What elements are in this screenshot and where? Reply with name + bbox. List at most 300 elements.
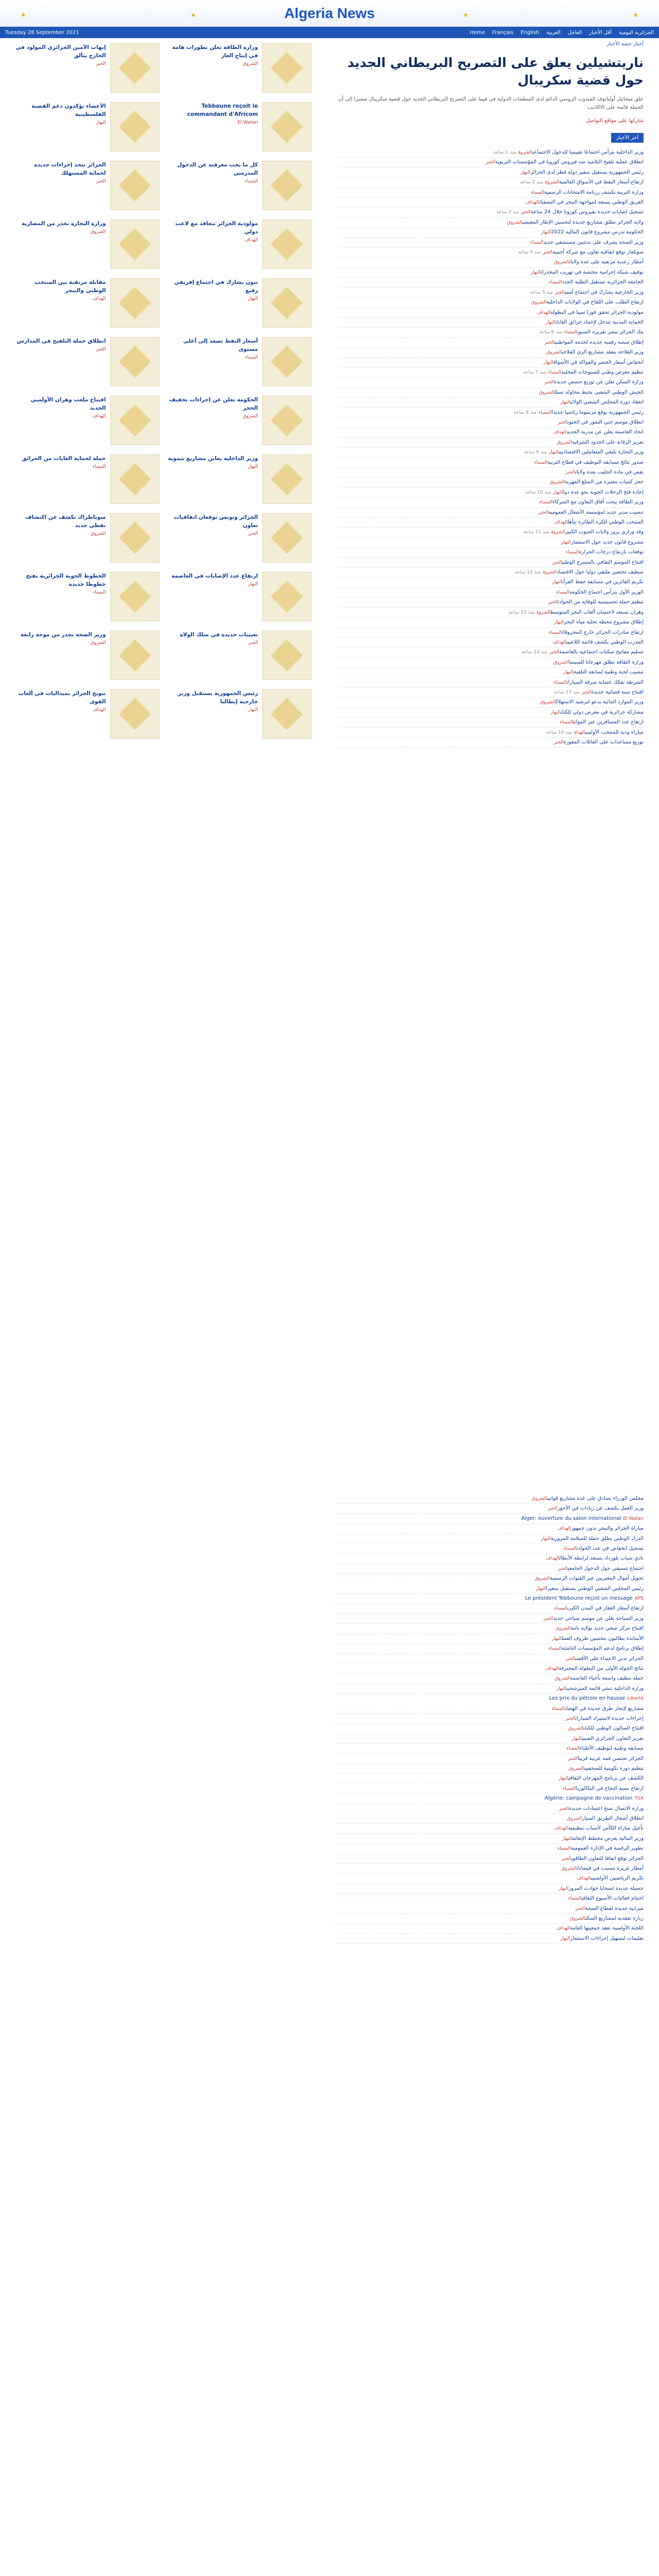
headline-link[interactable]: وزير السياحة يعلن عن موسم سياحي جديد: [553, 1615, 644, 1621]
headline-link[interactable]: Les prix du pétrole en hausse: [549, 1696, 626, 1702]
source-label[interactable]: النهار: [550, 709, 561, 715]
source-label[interactable]: النهار: [536, 1586, 546, 1591]
headline-item[interactable]: [335, 1614, 644, 1624]
source-label[interactable]: النهار: [530, 269, 541, 275]
headline-item[interactable]: [335, 1914, 644, 1924]
headline-item[interactable]: [337, 208, 644, 217]
source-label[interactable]: الخبر: [544, 340, 554, 345]
headline-item[interactable]: [337, 588, 644, 598]
source-label[interactable]: المساء: [566, 1746, 580, 1752]
headline-item[interactable]: [337, 738, 644, 748]
headline-link[interactable]: وزير التجارة يلتقي المتعاملين الاقتصاديين: [559, 449, 644, 455]
news-thumbnail[interactable]: [110, 631, 160, 680]
headline-item[interactable]: [335, 1544, 644, 1554]
headline-link[interactable]: إطلاق منصة رقمية جديدة لخدمة المواطنين: [554, 339, 644, 345]
nav-item[interactable]: الجزائرية اليومية: [619, 29, 654, 36]
news-card[interactable]: [168, 335, 312, 389]
headline-link[interactable]: نقص في مادة الحليب بعدة ولايات: [575, 469, 644, 475]
news-card-title[interactable]: انطلاق حملة التلقيح في المدارس: [16, 338, 106, 344]
news-thumbnail[interactable]: [262, 219, 311, 269]
source-label[interactable]: الشروق: [561, 1866, 577, 1872]
headline-item[interactable]: [337, 368, 644, 378]
news-card[interactable]: [15, 570, 160, 624]
source-label[interactable]: النهار: [96, 120, 106, 125]
headline-link[interactable]: ارتفاع أسعار النفط في الأسواق العالمية: [559, 179, 644, 185]
source-label[interactable]: المساء: [563, 1546, 577, 1552]
headline-item[interactable]: [337, 468, 644, 478]
source-label[interactable]: الهداف: [577, 1876, 591, 1882]
source-label[interactable]: النهار: [520, 170, 531, 175]
source-label[interactable]: الشروق: [531, 300, 547, 306]
headline-link[interactable]: انطلاق موسم جني التمور في الجنوب: [567, 419, 644, 425]
headline-item[interactable]: [337, 288, 644, 298]
source-label[interactable]: الشروق: [545, 180, 559, 185]
headline-item[interactable]: [337, 638, 644, 648]
headline-link[interactable]: رئيس الجمهورية يستقبل سفير دولة قطر لدى الجزائر: [530, 169, 644, 175]
headline-link[interactable]: تنظيم معرض وطني للمنتوجات المحلية: [561, 369, 644, 375]
headline-item[interactable]: [337, 528, 644, 537]
source-label[interactable]: الشروق: [568, 1766, 584, 1771]
source-label[interactable]: الشروق: [553, 659, 569, 665]
news-card-title[interactable]: تعيينات جديدة في سلك الولاة: [180, 632, 258, 638]
news-card[interactable]: [15, 217, 160, 272]
headline-item[interactable]: [337, 428, 644, 437]
source-label[interactable]: الشروق: [539, 389, 554, 395]
news-thumbnail[interactable]: [110, 102, 160, 151]
headline-link[interactable]: الفريق الوطني يستعد لمواجهة النيجر في التصفيات: [539, 199, 644, 206]
news-card[interactable]: [15, 100, 160, 155]
headline-link[interactable]: إعادة فتح الرحلات الجوية نحو عدة دول: [563, 489, 644, 495]
source-label[interactable]: El Watan: [623, 1516, 644, 1521]
news-card-title[interactable]: مولودية الجزائر تتعاقد مع لاعب دولي: [175, 221, 258, 235]
headline-item[interactable]: [337, 598, 644, 607]
news-card-title[interactable]: وزير الداخلية يعاين مشاريع تنموية: [167, 455, 258, 462]
headline-item[interactable]: [337, 258, 644, 267]
news-thumbnail[interactable]: [262, 572, 311, 621]
source-label[interactable]: النهار: [551, 1636, 562, 1641]
headline-link[interactable]: انطلاق عملية تلقيح التلاميذ ضد فيروس كورونا في المؤسسات التربوية: [495, 159, 644, 165]
headline-link[interactable]: الجيش الوطني الشعبي يحبط محاولة تسلل: [554, 389, 644, 395]
source-label[interactable]: النهار: [248, 707, 258, 713]
news-thumbnail[interactable]: [110, 396, 160, 445]
source-label[interactable]: الشروق: [549, 480, 565, 485]
headline-link[interactable]: تنصيب مدير جديد لمؤسسة الأشغال العمومية: [548, 509, 644, 515]
source-label[interactable]: المساء: [568, 1896, 582, 1902]
headline-item[interactable]: [335, 1904, 644, 1914]
headline-item[interactable]: [335, 1924, 644, 1934]
headline-link[interactable]: وزارة السكن تعلن عن توزيع حصص جديدة: [553, 379, 644, 385]
headline-item[interactable]: [337, 148, 644, 158]
headline-item[interactable]: [337, 668, 644, 677]
source-label[interactable]: النهار: [248, 582, 258, 587]
headline-item[interactable]: [335, 1804, 644, 1814]
headline-link[interactable]: افتتاح الموسم الثقافي بالمسرح الوطني: [562, 559, 644, 565]
news-thumbnail[interactable]: [110, 161, 160, 210]
news-card-title[interactable]: الجزائر وتونس توقعان اتفاقيات تعاون: [174, 514, 258, 529]
headline-link[interactable]: سطيف تحتضن ملتقى دوليا حول الاقتصاد: [557, 569, 644, 575]
headline-item[interactable]: [337, 328, 644, 337]
headline-item[interactable]: [335, 1734, 644, 1744]
news-card[interactable]: [168, 570, 312, 624]
source-label[interactable]: الهداف: [557, 1926, 570, 1931]
headline-link[interactable]: اجتماع تنسيقي حول الدخول الجامعي: [567, 1565, 644, 1571]
headline-link[interactable]: وزارة الاتصال تمنح اعتمادات جديدة: [568, 1805, 644, 1811]
source-label[interactable]: المساء: [531, 190, 544, 195]
headline-link[interactable]: Algérie: campagne de vaccination: [544, 1795, 633, 1802]
headline-link[interactable]: نتائج الجولة الأولى من البطولة المحترفة: [559, 1665, 644, 1671]
headline-link[interactable]: الحكومة تدرس مشروع قانون المالية 2022: [551, 229, 644, 235]
source-label[interactable]: الخبر: [521, 210, 531, 215]
source-label[interactable]: الهداف: [557, 1526, 571, 1532]
headline-link[interactable]: تنظيم دورة تكوينية للصحفيين: [584, 1765, 644, 1771]
headline-link[interactable]: رئيس الجمهورية يوقع مرسوما رئاسيا جديدا: [551, 409, 644, 415]
source-label[interactable]: النهار: [552, 580, 562, 585]
headline-link[interactable]: مشاركة جزائرية في معرض دولي للكتاب: [560, 709, 644, 715]
headline-item[interactable]: [337, 508, 644, 518]
headline-link[interactable]: تسليم مفاتيح سكنات اجتماعية بالعاصمة: [559, 649, 644, 655]
headline-link[interactable]: الدرك الوطني يطلق حملة للسلامة المرورية: [550, 1535, 644, 1541]
headline-item[interactable]: [335, 1564, 644, 1574]
source-label[interactable]: الخبر: [552, 560, 562, 565]
nav-item[interactable]: Home: [470, 29, 485, 36]
headline-link[interactable]: افتتاح الصالون الوطني للكتاب: [583, 1725, 644, 1732]
source-label[interactable]: TSA: [634, 1796, 644, 1802]
headline-item[interactable]: [337, 578, 644, 587]
source-label[interactable]: المساء: [539, 500, 552, 505]
headline-item[interactable]: [335, 1634, 644, 1644]
news-thumbnail[interactable]: [262, 631, 311, 680]
headline-item[interactable]: [337, 568, 644, 578]
news-card[interactable]: [15, 276, 160, 331]
headline-link[interactable]: ارتفاع عدد المسافرين عبر الموانئ: [573, 719, 644, 725]
headline-link[interactable]: مباراة ودية للمنتخب الأولمبي: [585, 729, 644, 735]
news-thumbnail[interactable]: [262, 278, 311, 328]
headline-item[interactable]: [337, 388, 644, 398]
news-thumbnail[interactable]: [262, 513, 311, 563]
news-thumbnail[interactable]: [110, 513, 160, 563]
headline-item[interactable]: [337, 628, 644, 638]
share-label[interactable]: شاركها على مواقع التواصل: [585, 118, 644, 124]
headline-link[interactable]: مسابقة وطنية لتوظيف الأطباء: [579, 1745, 644, 1752]
headline-item[interactable]: [335, 1664, 644, 1674]
headline-item[interactable]: [337, 268, 644, 278]
news-card[interactable]: [168, 276, 312, 331]
source-label[interactable]: النهار: [558, 1776, 569, 1782]
source-label[interactable]: النهار: [248, 296, 258, 301]
source-label[interactable]: المساء: [93, 464, 106, 469]
source-label[interactable]: الهداف: [552, 639, 566, 645]
headline-item[interactable]: [335, 1854, 644, 1864]
headline-link[interactable]: تسجيل انخفاض في عدد الحوادث: [577, 1546, 644, 1552]
headline-link[interactable]: ارتفاع صادرات الجزائر خارج المحروقات: [562, 629, 644, 635]
source-label[interactable]: الهداف: [245, 238, 258, 243]
headline-item[interactable]: [335, 1714, 644, 1724]
headline-link[interactable]: تأجيل مباراة الكأس لأسباب تنظيمية: [568, 1825, 644, 1832]
nav-item[interactable]: English: [521, 29, 540, 36]
headline-item[interactable]: [335, 1794, 644, 1804]
source-label[interactable]: الخبر: [485, 160, 495, 165]
source-label[interactable]: الشروق: [569, 1916, 585, 1922]
source-label[interactable]: المساء: [564, 330, 578, 335]
headline-item[interactable]: [335, 1654, 644, 1664]
source-label[interactable]: الخبر: [565, 470, 576, 475]
source-label[interactable]: المساء: [563, 1786, 576, 1791]
headline-link[interactable]: ارتفاع أسعار العقار في المدن الكبرى: [567, 1605, 644, 1612]
source-label[interactable]: الشروق: [531, 1496, 547, 1501]
source-label[interactable]: المساء: [553, 680, 567, 685]
headline-item[interactable]: [335, 1694, 644, 1704]
headline-link[interactable]: نادي شباب بلوزداد يستعد لرابطة الأبطال: [559, 1555, 644, 1562]
headline-item[interactable]: [335, 1624, 644, 1634]
source-label[interactable]: المساء: [548, 280, 562, 285]
headline-item[interactable]: [335, 1604, 644, 1614]
source-label[interactable]: الخبر: [553, 739, 564, 745]
headline-item[interactable]: [335, 1684, 644, 1694]
headline-item[interactable]: [335, 1704, 644, 1714]
source-label[interactable]: النهار: [563, 670, 574, 675]
news-card-title[interactable]: كل ما يجب معرفته عن الدخول المدرسي: [177, 162, 258, 176]
headline-item[interactable]: [335, 1844, 644, 1854]
headline-link[interactable]: زيارة تفقدية لمشاريع السكن: [585, 1916, 644, 1922]
news-card-title[interactable]: وزارة الطاقة تعلن تطورات هامة في إنتاج الغاز: [172, 44, 258, 59]
headline-item[interactable]: [337, 418, 644, 428]
news-card-title[interactable]: ارتفاع عدد الإصابات في العاصمة: [171, 573, 258, 579]
news-card[interactable]: [15, 41, 160, 96]
headline-link[interactable]: تحويل أموال المغتربين عبر القنوات الرسمية: [549, 1575, 644, 1582]
source-label[interactable]: الخبر: [559, 1806, 569, 1811]
source-label[interactable]: APS: [634, 1596, 644, 1602]
news-card[interactable]: [15, 511, 160, 566]
news-card[interactable]: [168, 511, 312, 566]
source-label[interactable]: النهار: [559, 1886, 569, 1891]
headline-link[interactable]: تكريم الفائزين في مسابقة حفظ القرآن: [562, 579, 644, 585]
headline-item[interactable]: [337, 708, 644, 718]
headline-item[interactable]: [337, 218, 644, 228]
source-label[interactable]: المساء: [93, 590, 106, 595]
news-thumbnail[interactable]: [110, 572, 160, 621]
source-label[interactable]: النهار: [562, 1836, 572, 1841]
headline-link[interactable]: أمطار غزيرة تتسبب في فيضانات: [576, 1866, 644, 1872]
headline-item[interactable]: [337, 458, 644, 468]
headline-item[interactable]: [335, 1864, 644, 1874]
source-label[interactable]: الشروق: [242, 414, 258, 419]
headline-link[interactable]: أمطار رعدية مرتقبة على عدة ولايات: [569, 259, 644, 265]
headline-link[interactable]: وزير الخارجية يشارك في اجتماع أممي: [564, 289, 644, 295]
source-label[interactable]: النهار: [554, 620, 564, 625]
headline-item[interactable]: [337, 448, 644, 457]
headline-link[interactable]: وزارة الداخلية تنشر قائمة المترشحين: [566, 1685, 644, 1691]
headline-link[interactable]: الجزائر تدين الاعتداء على الأقصى: [575, 1655, 644, 1662]
headline-item[interactable]: [337, 648, 644, 657]
source-label[interactable]: الشروق: [543, 570, 557, 575]
headline-link[interactable]: تعزيز التعاون الجزائري الصيني: [581, 1735, 644, 1741]
headline-link[interactable]: مجلس الوزراء يصادق على عدة مشاريع قوانين: [547, 1496, 644, 1501]
source-label[interactable]: النهار: [560, 400, 570, 405]
headline-item[interactable]: [335, 1554, 644, 1564]
headline-link[interactable]: الوزير الأول يترأس اجتماع الحكومة: [569, 589, 644, 595]
headline-item[interactable]: [337, 238, 644, 248]
headline-item[interactable]: [337, 168, 644, 178]
headline-link[interactable]: ارتفاع الطلب على اللقاح في الولايات الداخلية: [546, 299, 644, 306]
news-thumbnail[interactable]: [262, 102, 311, 151]
headline-link[interactable]: مولودية الجزائر تحقق فوزا ثمينا في البطولة: [550, 309, 644, 315]
news-card[interactable]: [15, 335, 160, 389]
source-label[interactable]: المساء: [245, 355, 258, 360]
headline-link[interactable]: وزير الموارد المائية يدعو لترشيد الاستهلاك: [555, 699, 644, 705]
headline-link[interactable]: انعقاد دورة المجلس الشعبي الولائي: [570, 399, 644, 405]
news-card-title[interactable]: حملة لحماية الغابات من الحرائق: [22, 455, 106, 462]
headline-item[interactable]: [337, 728, 644, 738]
source-label[interactable]: الشروق: [546, 350, 562, 355]
source-label[interactable]: الشروق: [551, 530, 565, 535]
news-card[interactable]: [168, 100, 312, 155]
news-card-title[interactable]: أسعار النفط تصعد إلى أعلى مستوى: [183, 338, 258, 352]
source-label[interactable]: المساء: [539, 410, 552, 415]
headline-link[interactable]: المنتخب الوطني للكرة الطائرة يتأهل: [567, 519, 644, 526]
source-label[interactable]: الشروق: [554, 1676, 570, 1682]
headline-item[interactable]: [337, 358, 644, 368]
headline-item[interactable]: [337, 438, 644, 448]
headline-link[interactable]: الشرطة تفكك عصابة سرقة السيارات: [566, 679, 644, 685]
headline-link[interactable]: تسجيل إصابات جديدة بفيروس كورونا خلال 24 ساعة: [531, 209, 644, 215]
news-thumbnail[interactable]: [110, 689, 160, 739]
site-logo[interactable]: Algeria News: [284, 5, 375, 21]
source-label[interactable]: الهداف: [525, 200, 539, 206]
nav-item[interactable]: العربية: [546, 29, 561, 36]
news-thumbnail[interactable]: [110, 337, 160, 386]
source-label[interactable]: الخبر: [547, 1506, 558, 1512]
headline-link[interactable]: ميزانية جديدة لقطاع الصحة: [585, 1905, 644, 1911]
source-label[interactable]: الخبر: [581, 689, 592, 695]
news-thumbnail[interactable]: [262, 43, 311, 93]
headline-item[interactable]: [337, 348, 644, 358]
source-label[interactable]: الهداف: [554, 520, 568, 526]
news-thumbnail[interactable]: [110, 454, 160, 504]
headline-item[interactable]: [337, 618, 644, 628]
headline-item[interactable]: [335, 1764, 644, 1774]
news-card-title[interactable]: الخطوط الجوية الجزائرية تفتح خطوطا جديدة: [26, 573, 106, 587]
headline-link[interactable]: إجراءات جديدة لاستيراد السيارات: [575, 1715, 644, 1721]
headline-link[interactable]: تعزيز الرقابة على الحدود الشرقية: [571, 439, 644, 445]
headline-item[interactable]: [337, 378, 644, 387]
news-card-title[interactable]: رئيس الجمهورية يستقبل وزير خارجية إيطاليا: [178, 690, 258, 705]
headline-link[interactable]: ارتفاع نسبة النجاح في البكالوريا: [576, 1785, 644, 1791]
headline-link[interactable]: وزير المالية يعرض مخطط الإنعاش: [572, 1835, 644, 1841]
headline-link[interactable]: وزارة الثقافة تطلق مهرجانا للسينما: [568, 659, 644, 665]
source-label[interactable]: المساء: [245, 179, 258, 184]
headline-item[interactable]: [337, 718, 644, 727]
headline-item[interactable]: [337, 518, 644, 528]
headline-link[interactable]: وزير الطاقة يبحث آفاق التعاون مع الشركاء: [552, 499, 644, 505]
headline-item[interactable]: [335, 1594, 644, 1604]
news-card-title[interactable]: وزير الصحة يحذر من موجة رابعة: [20, 632, 106, 638]
source-label[interactable]: الخبر: [96, 347, 106, 352]
source-label[interactable]: الخبر: [543, 250, 552, 256]
news-card[interactable]: [15, 452, 160, 507]
nav-item[interactable]: أقل الأخبار: [589, 29, 612, 36]
source-label[interactable]: المساء: [554, 1606, 568, 1612]
source-label[interactable]: الهداف: [546, 1556, 560, 1562]
headline-link[interactable]: ولاية الجزائر تطلق مشاريع جديدة لتحسين الإطار المعيشي: [522, 219, 644, 225]
source-label[interactable]: الشروق: [518, 150, 532, 155]
source-label[interactable]: النهار: [571, 1736, 582, 1741]
news-thumbnail[interactable]: [262, 454, 311, 504]
news-thumbnail[interactable]: [262, 161, 311, 210]
source-label[interactable]: الشروق: [540, 700, 556, 705]
headline-link[interactable]: توزيع مساعدات على العائلات المعوزة: [563, 739, 644, 745]
news-card[interactable]: [168, 217, 312, 272]
headline-item[interactable]: [335, 1584, 644, 1594]
headline-link[interactable]: تنصيب لجنة وطنية لمتابعة التلقيح: [573, 669, 644, 675]
news-card[interactable]: [15, 159, 160, 213]
headline-link[interactable]: تكريم الرياضيين الأولمبيين: [590, 1875, 644, 1882]
headline-link[interactable]: إطلاق برنامج لدعم المؤسسات الناشئة: [561, 1646, 644, 1652]
headline-link[interactable]: الجزائر توقع اتفاقا للتعاون الطاقوي: [571, 1855, 644, 1861]
source-label[interactable]: المساء: [548, 630, 562, 635]
headline-item[interactable]: [335, 1494, 644, 1504]
source-label[interactable]: Liberté: [627, 1696, 644, 1702]
news-card-title[interactable]: الحكومة تعلن عن إجراءات تخفيف الحجر: [169, 397, 258, 411]
headline-item[interactable]: [335, 1514, 644, 1524]
source-label[interactable]: الخبر: [544, 380, 554, 385]
source-label[interactable]: الشروق: [507, 219, 523, 225]
news-card-title[interactable]: Tebboune reçoit le commandant d'Africom: [187, 103, 258, 117]
news-card-title[interactable]: مقابلة مرتقبة بين المنتخب الوطني والنيجر: [34, 279, 106, 294]
headline-link[interactable]: وزير الفلاحة يتفقد مشاريع الري الفلاحي: [562, 349, 644, 355]
news-card[interactable]: [168, 452, 312, 507]
source-label[interactable]: الشروق: [553, 260, 569, 265]
headline-link[interactable]: الكشف عن برنامج المهرجان الثقافي: [568, 1775, 644, 1782]
source-label[interactable]: الشروق: [555, 1626, 571, 1632]
headline-link[interactable]: حجز كميات معتبرة من السلع المهربة: [564, 479, 644, 485]
source-label[interactable]: الخبر: [96, 61, 106, 66]
headline-item[interactable]: [335, 1644, 644, 1654]
headline-item[interactable]: [337, 278, 644, 287]
headline-link[interactable]: تعليمات لتسهيل إجراءات الاستثمار: [570, 1935, 644, 1941]
headline-link[interactable]: الحماية المدنية تتدخل لإخماد حرائق الغابات: [555, 319, 644, 325]
headline-link[interactable]: وزير الصحة يشرف على تدشين مستشفى جديد: [543, 239, 644, 245]
headline-link[interactable]: توقعات بارتفاع درجات الحرارة: [579, 549, 644, 555]
source-label[interactable]: الخبر: [558, 1566, 568, 1571]
headline-link[interactable]: مشروع قانون جديد حول الاستثمار: [570, 539, 644, 545]
breadcrumb[interactable]: أخبار حصة الأخبار: [606, 41, 644, 47]
headline-item[interactable]: [337, 488, 644, 498]
source-label[interactable]: الهداف: [574, 730, 585, 735]
source-label[interactable]: الخبر: [575, 1906, 585, 1911]
source-label[interactable]: الهداف: [554, 1826, 568, 1832]
headline-item[interactable]: [335, 1894, 644, 1904]
source-label[interactable]: الشروق: [90, 531, 106, 536]
news-card-title[interactable]: الجزائر تتخذ إجراءات جديدة لحماية المستهلك: [34, 162, 106, 176]
headline-link[interactable]: رئيس المجلس الشعبي الوطني يستقبل سفيرا: [546, 1585, 644, 1591]
headline-link[interactable]: الأساتذة يطالبون بتحسين ظروف العمل: [562, 1635, 644, 1641]
headline-item[interactable]: [335, 1874, 644, 1884]
source-label[interactable]: الخبر: [565, 1716, 576, 1721]
headline-item[interactable]: [337, 338, 644, 348]
headline-item[interactable]: [335, 1744, 644, 1754]
headline-link[interactable]: وزارة التربية تكشف رزنامة الامتحانات الرسمية: [544, 189, 644, 195]
news-card-title[interactable]: وزارة التجارة تحذر من المضاربة: [22, 221, 106, 227]
headline-item[interactable]: [335, 1784, 644, 1794]
tab-latest-news[interactable]: آخر الأخبار: [611, 133, 644, 143]
headline-item[interactable]: [337, 318, 644, 328]
headline-item[interactable]: [337, 398, 644, 408]
news-card[interactable]: [168, 629, 312, 683]
source-label[interactable]: الشروق: [534, 1576, 550, 1582]
source-label[interactable]: الخبر: [248, 640, 258, 646]
headline-item[interactable]: [337, 298, 644, 308]
source-label[interactable]: المساء: [551, 1706, 565, 1711]
